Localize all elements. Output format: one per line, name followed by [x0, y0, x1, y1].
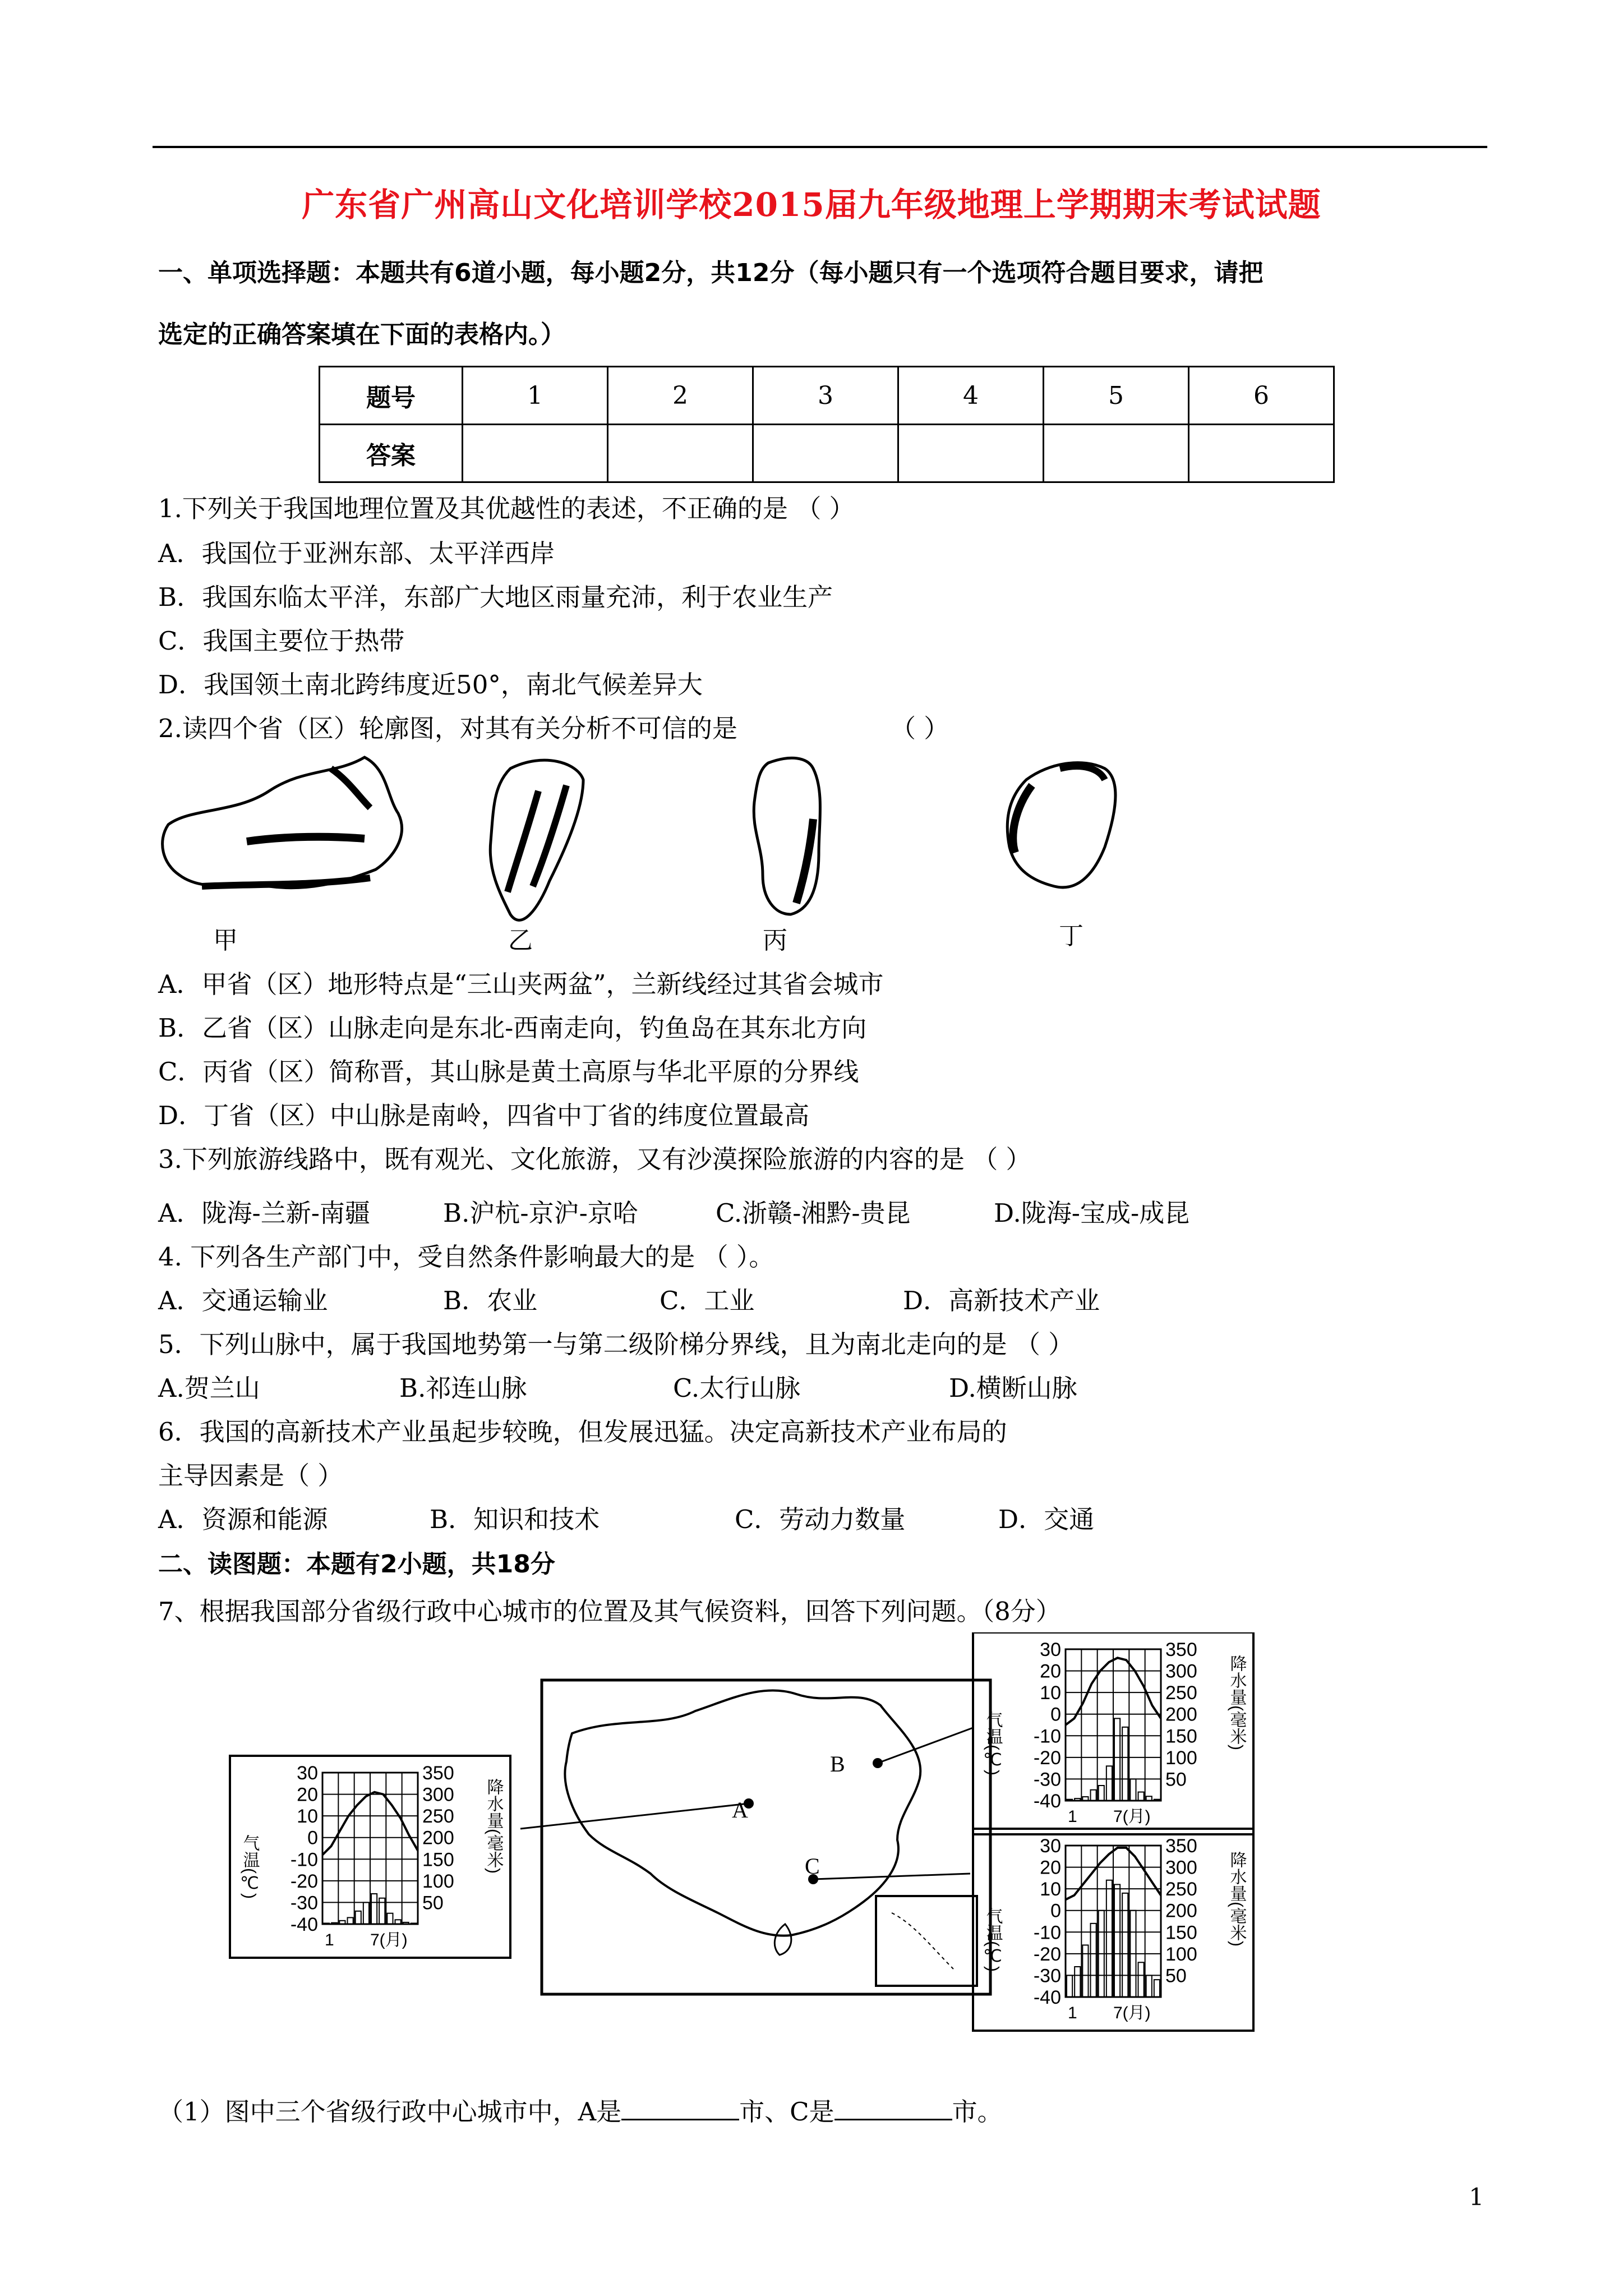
precip-bar	[1130, 1779, 1136, 1801]
temp-tick: 20	[297, 1784, 318, 1806]
q6-option-b: B．知识和技术	[430, 1504, 600, 1534]
q5-option-d: D.横断山脉	[949, 1373, 1077, 1403]
answer-blank-a[interactable]	[621, 2097, 739, 2120]
province-outline-jia	[163, 757, 402, 888]
temp-tick: 10	[1040, 1682, 1061, 1704]
precip-bar	[1122, 1727, 1128, 1801]
answer-cell[interactable]	[608, 425, 753, 482]
temp-tick: -40	[1033, 1791, 1061, 1812]
table-cell-number: 6	[1189, 367, 1334, 425]
x-label-1: 1	[1068, 1807, 1077, 1826]
q7-sub1-text-c: 市。	[952, 2097, 1003, 2127]
q6-option-d: D．交通	[998, 1504, 1095, 1534]
precip-bar	[387, 1913, 393, 1924]
province-outline-yi	[490, 760, 583, 920]
hainan-outline	[774, 1924, 791, 1955]
map-point-b: B	[830, 1751, 845, 1777]
table-cell-number: 4	[898, 367, 1044, 425]
precip-bar	[1114, 1718, 1120, 1801]
section1-heading-line2: 选定的正确答案填在下面的表格内。）	[158, 320, 565, 349]
temp-tick: 0	[307, 1827, 318, 1849]
answer-table	[319, 366, 1335, 483]
precip-tick: 300	[422, 1784, 454, 1806]
precip-tick: 250	[1165, 1879, 1197, 1901]
precip-bar	[348, 1917, 353, 1924]
table-cell-number: 3	[753, 367, 898, 425]
precip-bar	[356, 1911, 361, 1924]
precip-tick: 300	[1165, 1857, 1197, 1879]
q1-option-b: B．我国东临太平洋，东部广大地区雨量充沛，利于农业生产	[158, 582, 833, 612]
temp-tick: -30	[1033, 1769, 1061, 1791]
table-cell-number: 5	[1044, 367, 1189, 425]
x-label-1: 1	[1068, 2004, 1077, 2022]
precip-tick: 350	[1165, 1639, 1197, 1660]
precip-tick: 200	[1165, 1704, 1197, 1726]
precip-bar	[1091, 1790, 1096, 1801]
temp-tick: -40	[1033, 1987, 1061, 2008]
precip-tick: 50	[422, 1892, 444, 1914]
map-label-yi: 乙	[508, 926, 533, 955]
answer-cell[interactable]	[753, 425, 898, 482]
q5-stem: 5．下列山脉中，属于我国地势第一与第二级阶梯分界线，且为南北走向的是 （ ）	[158, 1329, 1074, 1359]
precip-bar	[324, 1923, 329, 1924]
precip-bar	[371, 1894, 377, 1924]
map-label-ding: 丁	[1059, 922, 1083, 950]
precip-bar	[1138, 1792, 1144, 1801]
q7-sub1	[158, 2091, 1003, 2128]
map-point-c: C	[805, 1853, 820, 1879]
temp-tick: 10	[297, 1806, 318, 1828]
answer-cell[interactable]	[1189, 425, 1334, 482]
q3-option-d: D.陇海-宝成-成昆	[994, 1198, 1190, 1228]
temp-tick: 30	[1040, 1835, 1061, 1857]
temp-tick: 20	[1040, 1660, 1061, 1682]
temp-tick: -30	[290, 1892, 318, 1914]
q6-stem-line2: 主导因素是（ ）	[158, 1461, 343, 1490]
precip-tick: 200	[422, 1827, 454, 1849]
x-label-7: 7(月)	[370, 1931, 408, 1949]
temp-tick: 30	[297, 1763, 318, 1784]
precip-bar	[339, 1921, 345, 1924]
precip-tick: 300	[1165, 1660, 1197, 1682]
province-outline-ding	[1007, 763, 1115, 887]
precip-bar	[1106, 1766, 1112, 1801]
temp-tick: 10	[1040, 1879, 1061, 1901]
q6-option-a: A．资源和能源	[158, 1504, 328, 1534]
answer-cell[interactable]	[463, 425, 608, 482]
q7-sub1-text-b: 市、C是	[739, 2097, 834, 2127]
leader-line-c	[813, 1874, 970, 1879]
q1-option-d: D．我国领土南北跨纬度近50°，南北气候差异大	[158, 670, 703, 700]
precip-tick: 150	[1165, 1922, 1197, 1944]
precip-tick: 200	[1165, 1900, 1197, 1922]
section2-heading: 二、读图题：本题有2小题，共18分	[158, 1550, 555, 1579]
q5-option-c: C.太行山脉	[673, 1373, 801, 1403]
precip-tick: 150	[1165, 1726, 1197, 1747]
south-sea-islands	[892, 1913, 953, 1969]
temp-tick: -20	[1033, 1943, 1061, 1965]
answer-table-row	[320, 425, 1334, 482]
q2-option-b: B．乙省（区）山脉走向是东北-西南走向，钓鱼岛在其东北方向	[158, 1013, 867, 1043]
map-frame	[542, 1680, 990, 1994]
q6-stem-line1: 6．我国的高新技术产业虽起步较晚，但发展迅猛。决定高新技术产业布局的	[158, 1417, 1007, 1447]
precip-bar	[1099, 1786, 1104, 1801]
temp-tick: 30	[1040, 1639, 1061, 1660]
x-label-1: 1	[325, 1931, 334, 1949]
q7-sub1-text-a: （1）图中三个省级行政中心城市中，A是	[158, 2097, 622, 2127]
q2-option-a: A．甲省（区）地形特点是“三山夹两盆”，兰新线经过其省会城市	[158, 969, 884, 999]
q2-stem: 2.读四个省（区）轮廓图，对其有关分析不可信的是	[158, 714, 737, 743]
temp-axis-label: 气温(℃)	[240, 1834, 259, 1899]
precip-bar	[1075, 1967, 1080, 1997]
section1-heading-line1: 一、单项选择题：本题共有6道小题，每小题2分，共12分（每小题只有一个选项符合题目要求，请把	[158, 259, 1264, 287]
q4-option-c: C．工业	[660, 1286, 755, 1315]
temp-tick: -10	[1033, 1922, 1061, 1944]
temp-tick: -10	[1033, 1726, 1061, 1747]
south-sea-inset	[876, 1896, 977, 1986]
x-label-7: 7(月)	[1113, 1807, 1151, 1826]
q2-option-d: D．丁省（区）中山脉是南岭，四省中丁省的纬度位置最高	[158, 1101, 810, 1130]
precip-tick: 100	[1165, 1747, 1197, 1769]
precip-tick: 100	[422, 1870, 454, 1892]
precip-tick: 50	[1165, 1965, 1187, 1987]
q4-stem: 4. 下列各生产部门中，受自然条件影响最大的是 （ ）。	[158, 1242, 774, 1272]
temp-tick: 0	[1050, 1900, 1061, 1922]
top-rule	[153, 146, 1487, 148]
temp-tick: 0	[1050, 1704, 1061, 1726]
precip-tick: 350	[1165, 1835, 1197, 1857]
x-label-7: 7(月)	[1113, 2004, 1151, 2022]
table-cell-number: 2	[608, 367, 753, 425]
answer-table-row	[320, 367, 1334, 425]
precip-bar	[363, 1902, 369, 1924]
map-label-bing: 丙	[763, 926, 787, 955]
precip-bar	[411, 1923, 417, 1924]
temp-tick: -20	[290, 1870, 318, 1892]
precip-bar	[1138, 1962, 1144, 1997]
precip-tick: 150	[422, 1849, 454, 1871]
q4-option-a: A．交通运输业	[158, 1286, 328, 1315]
q5-option-b: B.祁连山脉	[399, 1373, 527, 1403]
table-cell-number: 1	[463, 367, 608, 425]
answer-blank-c[interactable]	[834, 2097, 952, 2120]
q6-option-c: C．劳动力数量	[735, 1504, 906, 1534]
climate-chart-b	[973, 1632, 1253, 1834]
q1-option-c: C．我国主要位于热带	[158, 626, 405, 656]
q5-option-a: A.贺兰山	[158, 1373, 260, 1403]
precip-tick: 250	[1165, 1682, 1197, 1704]
map-label-jia: 甲	[213, 926, 238, 955]
answer-cell[interactable]	[1044, 425, 1189, 482]
temp-tick: -10	[290, 1849, 318, 1871]
temp-tick: 20	[1040, 1857, 1061, 1879]
leader-line-a	[520, 1803, 749, 1829]
province-outlines-figure	[151, 746, 1138, 959]
q4-option-b: B．农业	[443, 1286, 538, 1315]
temp-tick: -40	[290, 1914, 318, 1935]
precip-bar	[1082, 1945, 1088, 1997]
q7-stem: 7、根据我国部分省级行政中心城市的位置及其气候资料，回答下列问题。（8分）	[158, 1596, 1061, 1626]
table-cell-label: 题号	[320, 367, 463, 425]
precip-axis-label: 降水量(毫米)	[1227, 1655, 1246, 1750]
q3-stem: 3.下列旅游线路中，既有观光、文化旅游，又有沙漠探险旅游的内容的是 （ ）	[158, 1144, 1031, 1174]
answer-cell[interactable]	[898, 425, 1044, 482]
climate-chart-a	[230, 1756, 510, 1958]
precip-bar	[1114, 1884, 1120, 1997]
precip-bar	[1146, 1975, 1152, 1997]
precip-bar	[1106, 1880, 1112, 1997]
table-cell-label: 答案	[320, 425, 463, 482]
precip-axis-label: 降水量(毫米)	[1227, 1851, 1246, 1947]
precip-bar	[1122, 1893, 1128, 1997]
temp-tick: -20	[1033, 1747, 1061, 1769]
precip-tick: 100	[1165, 1943, 1197, 1965]
province-outline-bing	[754, 758, 820, 914]
q1-option-a: A．我国位于亚洲东部、太平洋西岸	[158, 539, 555, 568]
map-point-a: A	[732, 1797, 748, 1823]
climate-chart-c	[973, 1829, 1253, 2031]
precip-bar	[1067, 1975, 1072, 1997]
precip-tick: 50	[1165, 1769, 1187, 1791]
climate-map-figure	[224, 1632, 1279, 2036]
page-title: 广东省广州高山文化培训学校2015届九年级地理上学期期末考试试题	[302, 186, 1321, 224]
q3-option-b: B.沪杭-京沪-京哈	[443, 1198, 638, 1228]
temp-axis-label: 气温(℃)	[983, 1711, 1002, 1775]
precip-bar	[403, 1922, 409, 1924]
temp-axis-label: 气温(℃)	[983, 1907, 1002, 1972]
precip-bar	[1075, 1798, 1080, 1801]
precip-tick: 250	[422, 1806, 454, 1828]
q2-option-c: C．丙省（区）简称晋，其山脉是黄土高原与华北平原的分界线	[158, 1057, 859, 1087]
q2-answer-paren: （ ）	[891, 714, 949, 743]
q1-stem: 1.下列关于我国地理位置及其优越性的表述，不正确的是 （ ）	[158, 494, 855, 523]
precip-axis-label: 降水量(毫米)	[484, 1778, 503, 1874]
leader-line-b	[878, 1728, 973, 1763]
q3-option-c: C.浙赣-湘黔-贵昆	[716, 1198, 911, 1228]
q3-option-a: A．陇海-兰新-南疆	[158, 1198, 370, 1228]
page-number: 1	[1469, 2183, 1484, 2211]
temp-tick: -30	[1033, 1965, 1061, 1987]
precip-bar	[1154, 1980, 1160, 1997]
precip-tick: 350	[422, 1763, 454, 1784]
precip-bar	[1091, 1924, 1096, 1997]
q4-option-d: D．高新技术产业	[903, 1286, 1100, 1315]
